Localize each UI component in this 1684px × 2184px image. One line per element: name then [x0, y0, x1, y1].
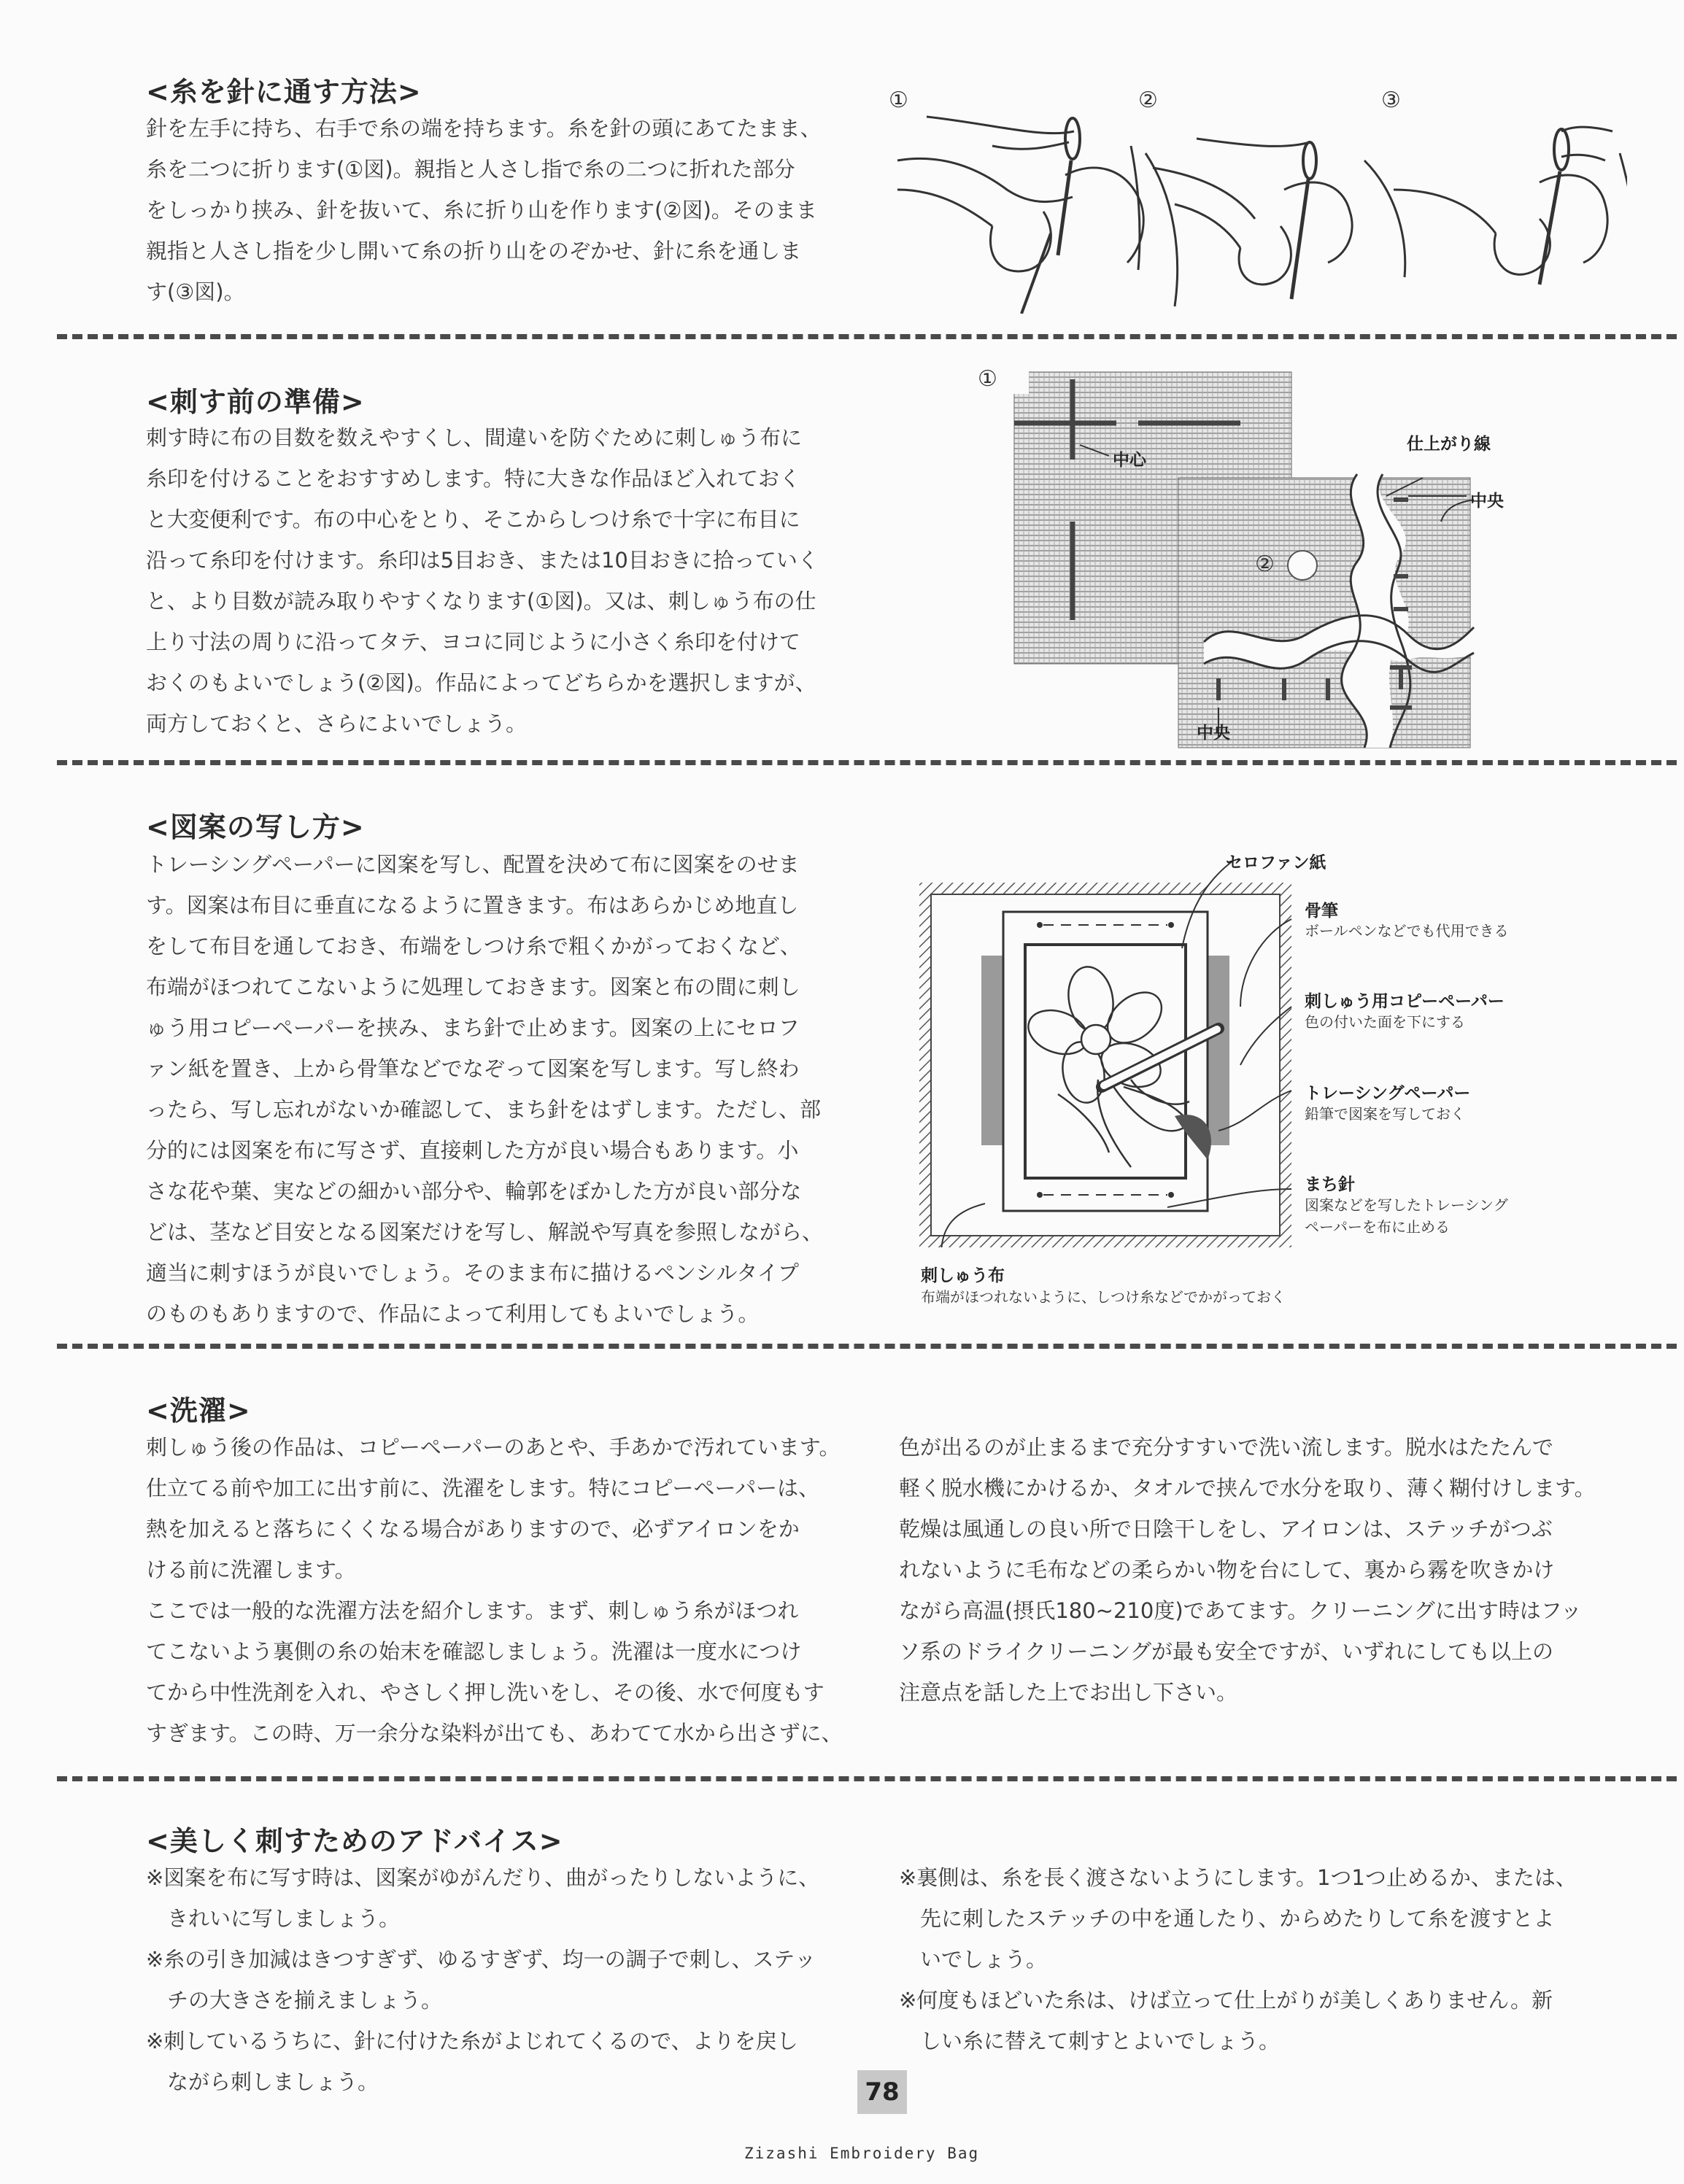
figure-number-3: ③ [1381, 88, 1401, 113]
label-copy-paper: 刺しゅう用コピーペーパー [1305, 992, 1505, 1011]
figure-number-2: ② [1255, 551, 1275, 577]
label-bone-pen-note: ボールペンなどでも代用できる [1305, 922, 1509, 940]
section-body-washing-right: 色が出るのが止まるまで充分すすいで洗い流します。脱水はたたんで 軽く脱水機にかけるか、タオルで挟んで水分を取り、薄く糊付けします。 乾燥は風通しの良い所で日陰干しをし、アイロンは、ステッチがつぶ れないように毛布などの柔らかい物を台にして、裏から霧を吹きかけ ながら高温(摂氏180~210度)であてます。クリーニングに出す時はフッ ソ系のドライクリーニングが最も安全ですが、いずれにしても以上の 注意点を話した上でお出し下さい。 [899, 1435, 1596, 1705]
section-body-preparation: 刺す時に布の目数を数えやすくし、間違いを防ぐために刺しゅう布に 糸印を付けることをおすすめします。特に大きな作品ほど入れておく と大変便利です。布の中心をとり、そこからしつけ糸で十字に布目に 沿って糸印を付けます。糸印は5目おき、または10目おきに拾っていく と、より目数が読み取りやすくなります(①図)。又は、刺しゅう布の仕 上り寸法の周りに沿ってタテ、ヨコに同じように小さく糸印を付けて おくのもよいでしょう(②図)。作品によってどちらかを選択しますが、 両方しておくと、さらによいでしょう。 [146, 425, 819, 736]
label-cloth-note: 布端がほつれないように、しつけ糸などでかがっておく [921, 1288, 1286, 1306]
hand-illustration-1 [897, 117, 1178, 314]
needle-threading-illustration [883, 109, 1627, 314]
label-tracing-paper-note: 鉛筆で図案を写しておく [1305, 1105, 1465, 1123]
section-divider [57, 760, 1677, 765]
label-bone-pen: 骨筆 [1305, 902, 1338, 921]
label-cellophane: セロファン紙 [1226, 853, 1326, 872]
figure-number-2: ② [1138, 88, 1158, 113]
label-copy-paper-note: 色の付いた面を下にする [1305, 1013, 1465, 1031]
advice-left-list [146, 1857, 890, 2102]
section-heading-threading: <糸を針に通す方法> [146, 76, 422, 108]
section-body-transfer: トレーシングペーパーに図案を写し、配置を決めて布に図案をのせま す。図案は布目に垂直になるように置きます。布はあらかじめ地直し をして布目を通しておき、布端をしつけ糸で粗くかがっておくなど、 布端がほつれてこないように処理しておきます。図案と布の間に刺し ゅう用コピーペーパーを挟み、まち針で止めます。図案の上にセロフ ァン紙を置き、上から骨筆などでなぞって図案を写します。写し終わ ったら、写し忘れがないか確認して、まち針をはずします。ただし、部 分的には図案を布に写さず、直接刺した方が良い場合もあります。小 さな花や葉、実などの細かい部分や、輪郭をぼかした方が良い部分な どは、茎など目安となる図案だけを写し、解説や写真を参照しながら、 適当に刺すほうが良いでしょう。そのまま布に描けるペンシルタイプ のものもありますので、作品によって利用してもよいでしょう。 [146, 852, 824, 1326]
section-divider [57, 1776, 1677, 1781]
fabric-2 [1178, 478, 1470, 748]
label-finish-line: 仕上がり線 [1407, 435, 1491, 454]
label-pins: まち針 [1305, 1175, 1355, 1194]
advice-item: ※裏側は、糸を長く渡さないようにします。1つ1つ止めるか、または、 先に刺したステッチの中を通したり、からめたりして糸を渡すとよ いでしょう。 [899, 1865, 1577, 1972]
figure-number-1: ① [889, 88, 908, 113]
section-heading-washing: <洗濯> [146, 1395, 251, 1427]
label-middle-bottom: 中央 [1197, 724, 1230, 743]
label-pins-note-2: ペーパーを布に止める [1305, 1218, 1450, 1236]
advice-right-list [899, 1857, 1636, 2061]
label-tracing-paper: トレーシングペーパー [1305, 1084, 1471, 1103]
advice-item: ※何度もほどいた糸は、けば立って仕上がりが美しくありません。新 しい糸に替えて刺すとよいでしょう。 [899, 1988, 1553, 2053]
hand-illustration-2 [1153, 139, 1405, 299]
section-divider [57, 334, 1677, 339]
figure-number-1: ① [978, 366, 997, 392]
label-cloth: 刺しゅう布 [921, 1266, 1005, 1285]
label-center: 中心 [1113, 451, 1146, 470]
advice-item: ※刺しているうちに、針に付けた糸がよじれてくるので、よりを戻し ながら刺しましょう。 [146, 2029, 798, 2094]
section-divider [57, 1344, 1677, 1349]
advice-item: ※図案を布に写す時は、図案がゆがんだり、曲がったりしないように、 きれいに写しましょう。 [146, 1865, 820, 1931]
pointer-lines [912, 839, 1321, 1247]
advice-item: ※糸の引き加減はきつすぎず、ゆるすぎず、均一の調子で刺し、ステッ チの大きさを揃えましょう。 [146, 1947, 816, 2013]
hand-illustration-3 [1394, 127, 1627, 314]
section-heading-transfer: <図案の写し方> [146, 811, 365, 843]
label-pins-note-1: 図案などを写したトレーシング [1305, 1196, 1508, 1214]
page-number-box [857, 2070, 907, 2114]
section-body-washing-left: 刺しゅう後の作品は、コピーペーパーのあとや、手あかで汚れています。 仕立てる前や加工に出す前に、洗濯をします。特にコピーペーパーは、 熱を加えると落ちにくくなる場合がありますので、必ずアイロンをか ける前に洗濯します。 ここでは一般的な洗濯方法を紹介します。まず、刺しゅう糸がほつれ てこないよう裏側の糸の始末を確認しましょう。洗濯は一度水につけ てから中性洗剤を入れ、やさしく押し洗いをし、その後、水で何度もす すぎます。この時、万一余分な染料が出ても、あわてて水から出さずに、 [146, 1435, 843, 1746]
label-middle-right: 中央 [1470, 492, 1504, 511]
section-heading-advice: <美しく刺すためのアドバイス> [146, 1825, 563, 1857]
page-number: 78 [865, 2077, 900, 2107]
footer-title: Zizashi Embroidery Bag [744, 2145, 980, 2162]
section-heading-preparation: <刺す前の準備> [146, 386, 365, 418]
section-body-threading: 針を左手に持ち、右手で糸の端を持ちます。糸を針の頭にあてたまま、 糸を二つに折ります(①図)。親指と人さし指で糸の二つに折れた部分 をしっかり挟み、針を抜いて、糸に折り山を作ります(②図)。そのまま 親指と人さし指を少し開いて糸の折り山をのぞかせ、針に糸を通しま す(③図)。 [146, 116, 822, 304]
